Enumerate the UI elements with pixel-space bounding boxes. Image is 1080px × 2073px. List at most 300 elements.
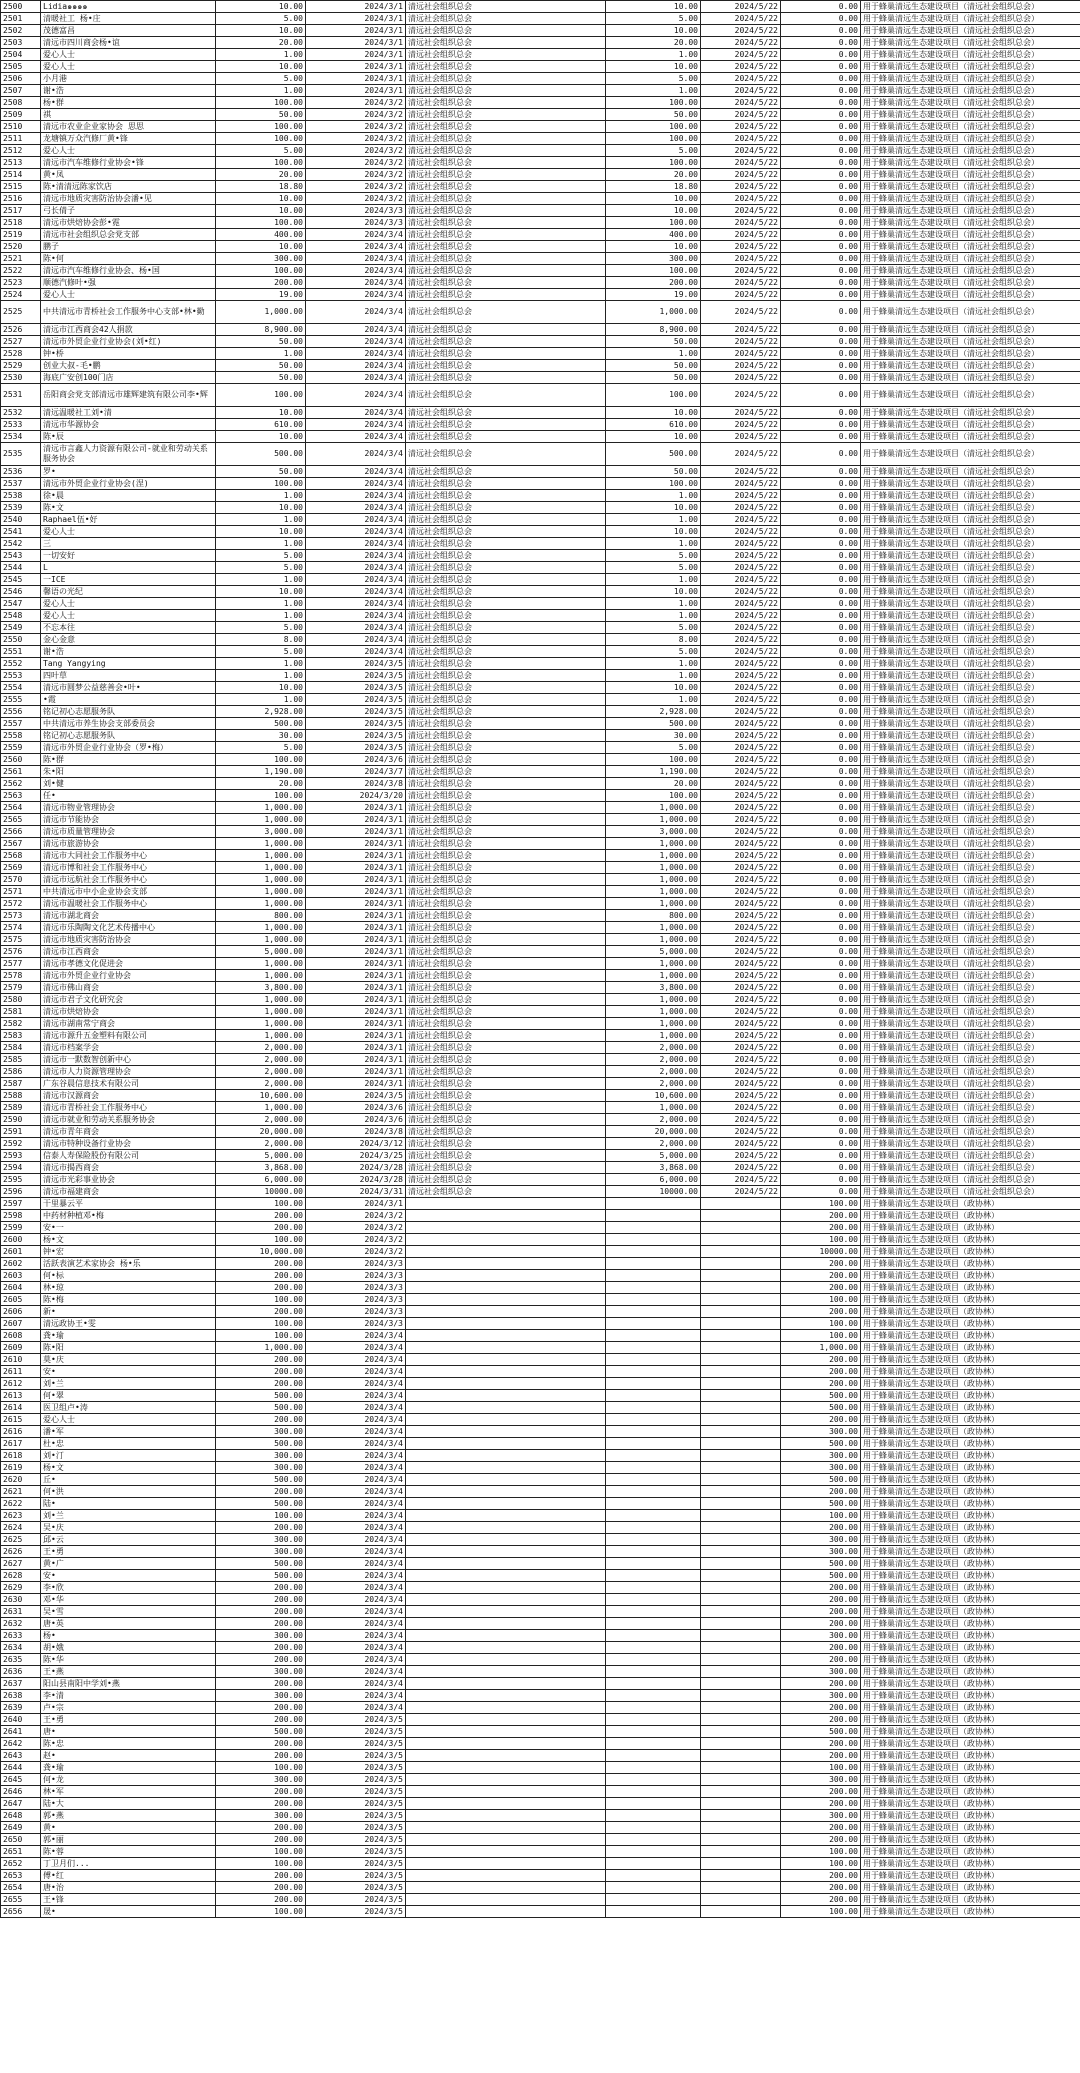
transfer-amount: 100.00 bbox=[606, 754, 701, 766]
balance: 0.00 bbox=[781, 850, 861, 862]
usage-note: 用于蜂巢清远生态建设项目（政协林） bbox=[861, 1486, 1080, 1498]
transfer-date bbox=[701, 1750, 781, 1762]
transfer-date: 2024/5/22 bbox=[701, 490, 781, 502]
transfer-date: 2024/5/22 bbox=[701, 372, 781, 384]
donation-amount: 5.00 bbox=[216, 550, 306, 562]
donor-name: 爱心人士 bbox=[41, 61, 216, 73]
donation-date: 2024/3/2 bbox=[306, 133, 406, 145]
donation-date: 2024/3/5 bbox=[306, 1810, 406, 1822]
transfer-amount: 3,000.00 bbox=[606, 826, 701, 838]
table-row bbox=[1, 253, 1080, 265]
row-number: 2512 bbox=[1, 145, 41, 157]
table-row bbox=[1, 562, 1080, 574]
donation-amount: 50.00 bbox=[216, 372, 306, 384]
donor-name: 小月港 bbox=[41, 73, 216, 85]
table-row bbox=[1, 157, 1080, 169]
table-row bbox=[1, 1138, 1080, 1150]
donation-date: 2024/3/5 bbox=[306, 1870, 406, 1882]
donation-date: 2024/3/2 bbox=[306, 1222, 406, 1234]
donation-date: 2024/3/1 bbox=[306, 958, 406, 970]
transfer-amount bbox=[606, 1702, 701, 1714]
transfer-date: 2024/5/22 bbox=[701, 253, 781, 265]
balance: 0.00 bbox=[781, 348, 861, 360]
usage-note: 用于蜂巢清远生态建设项目（政协林） bbox=[861, 1702, 1080, 1714]
donor-name: 陆• bbox=[41, 1498, 216, 1510]
donation-date: 2024/3/5 bbox=[306, 682, 406, 694]
donor-name: 爱心人士 bbox=[41, 289, 216, 301]
usage-note: 用于蜂巢清远生态建设项目（清远社会组织总会） bbox=[861, 181, 1080, 193]
donation-date: 2024/3/4 bbox=[306, 1414, 406, 1426]
row-number: 2650 bbox=[1, 1834, 41, 1846]
donor-name: 中共清远市养生协会支部委员会 bbox=[41, 718, 216, 730]
recipient-org: 清远社会组织总会 bbox=[406, 886, 606, 898]
recipient-org: 清远社会组织总会 bbox=[406, 850, 606, 862]
table-row bbox=[1, 730, 1080, 742]
balance: 0.00 bbox=[781, 1030, 861, 1042]
transfer-date: 2024/5/22 bbox=[701, 109, 781, 121]
donation-date: 2024/3/4 bbox=[306, 241, 406, 253]
recipient-org bbox=[406, 1822, 606, 1834]
transfer-amount: 1,000.00 bbox=[606, 886, 701, 898]
balance: 100.00 bbox=[781, 1858, 861, 1870]
row-number: 2611 bbox=[1, 1366, 41, 1378]
recipient-org bbox=[406, 1726, 606, 1738]
donation-date: 2024/3/1 bbox=[306, 85, 406, 97]
transfer-amount: 20,000.00 bbox=[606, 1126, 701, 1138]
donation-amount: 20.00 bbox=[216, 778, 306, 790]
table-row bbox=[1, 1162, 1080, 1174]
transfer-amount: 20.00 bbox=[606, 37, 701, 49]
recipient-org: 清远社会组织总会 bbox=[406, 838, 606, 850]
transfer-date bbox=[701, 1342, 781, 1354]
transfer-date bbox=[701, 1486, 781, 1498]
row-number: 2551 bbox=[1, 646, 41, 658]
transfer-amount bbox=[606, 1234, 701, 1246]
donor-name: 杜•忠 bbox=[41, 1438, 216, 1450]
table-row bbox=[1, 1054, 1080, 1066]
donor-name: 陆•大 bbox=[41, 1798, 216, 1810]
donation-date: 2024/3/1 bbox=[306, 13, 406, 25]
table-row bbox=[1, 598, 1080, 610]
row-number: 2528 bbox=[1, 348, 41, 360]
donation-date: 2024/3/1 bbox=[306, 1042, 406, 1054]
donation-amount: 2,000.00 bbox=[216, 1114, 306, 1126]
donor-name: 清远温暖社工刘•清 bbox=[41, 407, 216, 419]
balance: 0.00 bbox=[781, 1090, 861, 1102]
transfer-amount bbox=[606, 1666, 701, 1678]
donation-amount: 10,000.00 bbox=[216, 1246, 306, 1258]
donation-date: 2024/3/2 bbox=[306, 1246, 406, 1258]
transfer-date: 2024/5/22 bbox=[701, 301, 781, 324]
recipient-org bbox=[406, 1282, 606, 1294]
usage-note: 用于蜂巢清远生态建设项目（清远社会组织总会） bbox=[861, 898, 1080, 910]
donor-name: 清远市江西商会42人捐款 bbox=[41, 324, 216, 336]
donation-date: 2024/3/1 bbox=[306, 970, 406, 982]
donation-amount: 200.00 bbox=[216, 1786, 306, 1798]
transfer-amount bbox=[606, 1714, 701, 1726]
transfer-amount: 500.00 bbox=[606, 718, 701, 730]
row-number: 2637 bbox=[1, 1678, 41, 1690]
row-number: 2605 bbox=[1, 1294, 41, 1306]
row-number: 2618 bbox=[1, 1450, 41, 1462]
transfer-date: 2024/5/22 bbox=[701, 360, 781, 372]
row-number: 2515 bbox=[1, 181, 41, 193]
recipient-org bbox=[406, 1738, 606, 1750]
transfer-date: 2024/5/22 bbox=[701, 718, 781, 730]
donation-date: 2024/3/20 bbox=[306, 790, 406, 802]
transfer-amount: 1.00 bbox=[606, 598, 701, 610]
row-number: 2600 bbox=[1, 1234, 41, 1246]
donation-date: 2024/3/5 bbox=[306, 1834, 406, 1846]
donor-name: 广东谷晨信息技术有限公司 bbox=[41, 1078, 216, 1090]
donation-amount: 1,000.00 bbox=[216, 1342, 306, 1354]
table-row bbox=[1, 49, 1080, 61]
transfer-date bbox=[701, 1618, 781, 1630]
transfer-date bbox=[701, 1558, 781, 1570]
usage-note: 用于蜂巢清远生态建设项目（政协林） bbox=[861, 1750, 1080, 1762]
table-row bbox=[1, 778, 1080, 790]
recipient-org bbox=[406, 1558, 606, 1570]
transfer-amount: 2,000.00 bbox=[606, 1138, 701, 1150]
transfer-date: 2024/5/22 bbox=[701, 97, 781, 109]
usage-note: 用于蜂巢清远生态建设项目（清远社会组织总会） bbox=[861, 634, 1080, 646]
usage-note: 用于蜂巢清远生态建设项目（政协林） bbox=[861, 1426, 1080, 1438]
table-row bbox=[1, 970, 1080, 982]
table-row bbox=[1, 1738, 1080, 1750]
donation-date: 2024/3/1 bbox=[306, 1054, 406, 1066]
usage-note: 用于蜂巢清远生态建设项目（清远社会组织总会） bbox=[861, 874, 1080, 886]
recipient-org bbox=[406, 1690, 606, 1702]
transfer-amount bbox=[606, 1390, 701, 1402]
recipient-org: 清远社会组织总会 bbox=[406, 1042, 606, 1054]
recipient-org bbox=[406, 1858, 606, 1870]
balance: 0.00 bbox=[781, 514, 861, 526]
donor-name: 龙塘镇万众汽修厂黄•锋 bbox=[41, 133, 216, 145]
recipient-org bbox=[406, 1462, 606, 1474]
recipient-org bbox=[406, 1246, 606, 1258]
donation-date: 2024/3/5 bbox=[306, 670, 406, 682]
transfer-amount: 2,000.00 bbox=[606, 1078, 701, 1090]
usage-note: 用于蜂巢清远生态建设项目（政协林） bbox=[861, 1522, 1080, 1534]
row-number: 2514 bbox=[1, 169, 41, 181]
donation-amount: 2,000.00 bbox=[216, 1078, 306, 1090]
table-row bbox=[1, 658, 1080, 670]
transfer-amount: 50.00 bbox=[606, 109, 701, 121]
transfer-date: 2024/5/22 bbox=[701, 790, 781, 802]
transfer-date: 2024/5/22 bbox=[701, 324, 781, 336]
donation-date: 2024/3/4 bbox=[306, 1450, 406, 1462]
recipient-org: 清远社会组织总会 bbox=[406, 97, 606, 109]
table-row bbox=[1, 229, 1080, 241]
transfer-date: 2024/5/22 bbox=[701, 1066, 781, 1078]
donor-name: 爱心人士 bbox=[41, 49, 216, 61]
balance: 0.00 bbox=[781, 61, 861, 73]
table-row bbox=[1, 490, 1080, 502]
donation-amount: 100.00 bbox=[216, 478, 306, 490]
row-number: 2585 bbox=[1, 1054, 41, 1066]
usage-note: 用于蜂巢清远生态建设项目（政协林） bbox=[861, 1378, 1080, 1390]
row-number: 2597 bbox=[1, 1198, 41, 1210]
donation-amount: 20.00 bbox=[216, 37, 306, 49]
transfer-date: 2024/5/22 bbox=[701, 1174, 781, 1186]
transfer-amount: 5,000.00 bbox=[606, 1150, 701, 1162]
row-number: 2504 bbox=[1, 49, 41, 61]
recipient-org: 清远社会组织总会 bbox=[406, 670, 606, 682]
table-row bbox=[1, 634, 1080, 646]
transfer-amount bbox=[606, 1450, 701, 1462]
recipient-org: 清远社会组织总会 bbox=[406, 514, 606, 526]
usage-note: 用于蜂巢清远生态建设项目（清远社会组织总会） bbox=[861, 838, 1080, 850]
recipient-org: 清远社会组织总会 bbox=[406, 85, 606, 97]
usage-note: 用于蜂巢清远生态建设项目（清远社会组织总会） bbox=[861, 802, 1080, 814]
usage-note: 用于蜂巢清远生态建设项目（清远社会组织总会） bbox=[861, 622, 1080, 634]
table-row bbox=[1, 946, 1080, 958]
transfer-date: 2024/5/22 bbox=[701, 443, 781, 466]
transfer-date: 2024/5/22 bbox=[701, 634, 781, 646]
donor-name: 清远市外贸企业行业协会（罗•梅） bbox=[41, 742, 216, 754]
donor-name: 干里暴云平 bbox=[41, 1198, 216, 1210]
table-row bbox=[1, 1846, 1080, 1858]
donation-amount: 5.00 bbox=[216, 145, 306, 157]
recipient-org: 清远社会组织总会 bbox=[406, 814, 606, 826]
transfer-date: 2024/5/22 bbox=[701, 1102, 781, 1114]
donation-date: 2024/3/5 bbox=[306, 1822, 406, 1834]
donor-name: 郭•燕 bbox=[41, 1810, 216, 1822]
usage-note: 用于蜂巢清远生态建设项目（政协林） bbox=[861, 1846, 1080, 1858]
transfer-amount: 10,600.00 bbox=[606, 1090, 701, 1102]
recipient-org: 清远社会组织总会 bbox=[406, 1138, 606, 1150]
transfer-date: 2024/5/22 bbox=[701, 958, 781, 970]
usage-note: 用于蜂巢清远生态建设项目（清远社会组织总会） bbox=[861, 277, 1080, 289]
donation-date: 2024/3/31 bbox=[306, 1186, 406, 1198]
donation-date: 2024/3/4 bbox=[306, 478, 406, 490]
donor-name: 不忘本往 bbox=[41, 622, 216, 634]
donation-amount: 1.00 bbox=[216, 598, 306, 610]
transfer-amount bbox=[606, 1270, 701, 1282]
transfer-amount bbox=[606, 1378, 701, 1390]
transfer-date: 2024/5/22 bbox=[701, 610, 781, 622]
transfer-date bbox=[701, 1426, 781, 1438]
donor-name: 朱•阳 bbox=[41, 766, 216, 778]
usage-note: 用于蜂巢清远生态建设项目（政协林） bbox=[861, 1570, 1080, 1582]
balance: 0.00 bbox=[781, 838, 861, 850]
transfer-amount bbox=[606, 1210, 701, 1222]
transfer-amount bbox=[606, 1366, 701, 1378]
row-number: 2635 bbox=[1, 1654, 41, 1666]
donor-name: 清远市烘焙协会彭•霓 bbox=[41, 217, 216, 229]
donor-name: 清远市外贸企业行业协会(涅) bbox=[41, 478, 216, 490]
usage-note: 用于蜂巢清远生态建设项目（政协林） bbox=[861, 1450, 1080, 1462]
table-row bbox=[1, 1642, 1080, 1654]
row-number: 2644 bbox=[1, 1762, 41, 1774]
donor-name: 清远市佛山商会 bbox=[41, 982, 216, 994]
transfer-amount: 100.00 bbox=[606, 478, 701, 490]
usage-note: 用于蜂巢清远生态建设项目（清远社会组织总会） bbox=[861, 419, 1080, 431]
transfer-date bbox=[701, 1606, 781, 1618]
transfer-amount: 100.00 bbox=[606, 157, 701, 169]
donation-date: 2024/3/5 bbox=[306, 1894, 406, 1906]
donation-amount: 200.00 bbox=[216, 1258, 306, 1270]
donation-date: 2024/3/1 bbox=[306, 886, 406, 898]
donation-amount: 200.00 bbox=[216, 1702, 306, 1714]
donation-date: 2024/3/4 bbox=[306, 1366, 406, 1378]
transfer-date bbox=[701, 1822, 781, 1834]
table-row bbox=[1, 407, 1080, 419]
usage-note: 用于蜂巢清远生态建设项目（清远社会组织总会） bbox=[861, 982, 1080, 994]
donation-date: 2024/3/5 bbox=[306, 658, 406, 670]
donation-amount: 50.00 bbox=[216, 466, 306, 478]
transfer-amount bbox=[606, 1750, 701, 1762]
recipient-org: 清远社会组织总会 bbox=[406, 1114, 606, 1126]
table-row bbox=[1, 1390, 1080, 1402]
transfer-amount: 5.00 bbox=[606, 742, 701, 754]
usage-note: 用于蜂巢清远生态建设项目（清远社会组织总会） bbox=[861, 13, 1080, 25]
donation-amount: 2,000.00 bbox=[216, 1054, 306, 1066]
donation-amount: 8.00 bbox=[216, 634, 306, 646]
donor-name: 清远市青桥社会工作服务中心 bbox=[41, 1102, 216, 1114]
donation-amount: 1,000.00 bbox=[216, 934, 306, 946]
donor-name: 医卫组卢•涛 bbox=[41, 1402, 216, 1414]
donation-amount: 400.00 bbox=[216, 229, 306, 241]
donation-date: 2024/3/4 bbox=[306, 622, 406, 634]
table-row bbox=[1, 1282, 1080, 1294]
transfer-amount: 1,000.00 bbox=[606, 1018, 701, 1030]
transfer-amount: 610.00 bbox=[606, 419, 701, 431]
transfer-amount bbox=[606, 1798, 701, 1810]
donor-name: 清远市大同社会工作服务中心 bbox=[41, 850, 216, 862]
recipient-org: 清远社会组织总会 bbox=[406, 742, 606, 754]
row-number: 2588 bbox=[1, 1090, 41, 1102]
donation-amount: 1,000.00 bbox=[216, 886, 306, 898]
donor-name: 林•琼 bbox=[41, 1282, 216, 1294]
table-row bbox=[1, 241, 1080, 253]
donation-date: 2024/3/5 bbox=[306, 1882, 406, 1894]
table-row bbox=[1, 1378, 1080, 1390]
row-number: 2569 bbox=[1, 862, 41, 874]
row-number: 2609 bbox=[1, 1342, 41, 1354]
transfer-amount bbox=[606, 1738, 701, 1750]
transfer-date: 2024/5/22 bbox=[701, 814, 781, 826]
balance: 0.00 bbox=[781, 490, 861, 502]
usage-note: 用于蜂巢清远生态建设项目（政协林） bbox=[861, 1810, 1080, 1822]
donation-date: 2024/3/1 bbox=[306, 25, 406, 37]
usage-note: 用于蜂巢清远生态建设项目（政协林） bbox=[861, 1774, 1080, 1786]
donation-date: 2024/3/3 bbox=[306, 1294, 406, 1306]
donor-name: 清远市乐陶陶文化艺术传播中心 bbox=[41, 922, 216, 934]
transfer-amount bbox=[606, 1810, 701, 1822]
transfer-date bbox=[701, 1690, 781, 1702]
balance: 0.00 bbox=[781, 49, 861, 61]
transfer-amount bbox=[606, 1486, 701, 1498]
transfer-date: 2024/5/22 bbox=[701, 37, 781, 49]
transfer-date: 2024/5/22 bbox=[701, 1150, 781, 1162]
transfer-date: 2024/5/22 bbox=[701, 1114, 781, 1126]
donor-name: 郭•丽 bbox=[41, 1834, 216, 1846]
transfer-date: 2024/5/22 bbox=[701, 133, 781, 145]
recipient-org bbox=[406, 1798, 606, 1810]
balance: 10000.00 bbox=[781, 1246, 861, 1258]
donor-name: 李•清 bbox=[41, 1690, 216, 1702]
recipient-org bbox=[406, 1426, 606, 1438]
recipient-org: 清远社会组织总会 bbox=[406, 802, 606, 814]
donation-date: 2024/3/4 bbox=[306, 1486, 406, 1498]
donation-date: 2024/3/4 bbox=[306, 538, 406, 550]
donation-amount: 200.00 bbox=[216, 1222, 306, 1234]
table-row bbox=[1, 1630, 1080, 1642]
balance: 0.00 bbox=[781, 1018, 861, 1030]
donation-amount: 500.00 bbox=[216, 1498, 306, 1510]
donor-name: 罗• bbox=[41, 466, 216, 478]
donor-name: 清远市一默数智创新中心 bbox=[41, 1054, 216, 1066]
transfer-amount bbox=[606, 1630, 701, 1642]
usage-note: 用于蜂巢清远生态建设项目（清远社会组织总会） bbox=[861, 97, 1080, 109]
usage-note: 用于蜂巢清远生态建设项目（清远社会组织总会） bbox=[861, 372, 1080, 384]
donation-date: 2024/3/4 bbox=[306, 348, 406, 360]
donation-date: 2024/3/1 bbox=[306, 826, 406, 838]
donation-amount: 10.00 bbox=[216, 431, 306, 443]
transfer-date: 2024/5/22 bbox=[701, 898, 781, 910]
donation-amount: 2,000.00 bbox=[216, 1042, 306, 1054]
row-number: 2610 bbox=[1, 1354, 41, 1366]
row-number: 2651 bbox=[1, 1846, 41, 1858]
balance: 200.00 bbox=[781, 1414, 861, 1426]
balance: 0.00 bbox=[781, 1054, 861, 1066]
table-row bbox=[1, 61, 1080, 73]
row-number: 2562 bbox=[1, 778, 41, 790]
donation-date: 2024/3/4 bbox=[306, 1666, 406, 1678]
transfer-amount: 1.00 bbox=[606, 670, 701, 682]
donor-name: 陈•文 bbox=[41, 502, 216, 514]
recipient-org: 清远社会组织总会 bbox=[406, 1054, 606, 1066]
usage-note: 用于蜂巢清远生态建设项目（清远社会组织总会） bbox=[861, 1066, 1080, 1078]
balance: 100.00 bbox=[781, 1198, 861, 1210]
transfer-date: 2024/5/22 bbox=[701, 574, 781, 586]
transfer-date bbox=[701, 1582, 781, 1594]
transfer-date bbox=[701, 1462, 781, 1474]
balance: 200.00 bbox=[781, 1798, 861, 1810]
row-number: 2633 bbox=[1, 1630, 41, 1642]
donor-name: 黄•凤 bbox=[41, 169, 216, 181]
table-row bbox=[1, 1090, 1080, 1102]
transfer-amount: 1,000.00 bbox=[606, 1030, 701, 1042]
donor-name: 陈•群 bbox=[41, 754, 216, 766]
donation-amount: 10.00 bbox=[216, 407, 306, 419]
balance: 0.00 bbox=[781, 562, 861, 574]
transfer-amount bbox=[606, 1342, 701, 1354]
balance: 200.00 bbox=[781, 1750, 861, 1762]
table-row bbox=[1, 133, 1080, 145]
row-number: 2596 bbox=[1, 1186, 41, 1198]
table-row bbox=[1, 1366, 1080, 1378]
row-number: 2590 bbox=[1, 1114, 41, 1126]
recipient-org: 清远社会组织总会 bbox=[406, 145, 606, 157]
balance: 0.00 bbox=[781, 754, 861, 766]
usage-note: 用于蜂巢清远生态建设项目（政协林） bbox=[861, 1582, 1080, 1594]
balance: 0.00 bbox=[781, 145, 861, 157]
transfer-amount: 18.80 bbox=[606, 181, 701, 193]
recipient-org: 清远社会组织总会 bbox=[406, 478, 606, 490]
transfer-date: 2024/5/22 bbox=[701, 742, 781, 754]
donor-name: 清远市江西商会 bbox=[41, 946, 216, 958]
recipient-org: 清远社会组织总会 bbox=[406, 1126, 606, 1138]
donation-amount: 100.00 bbox=[216, 1762, 306, 1774]
donation-date: 2024/3/4 bbox=[306, 1654, 406, 1666]
transfer-date bbox=[701, 1894, 781, 1906]
transfer-amount: 6,000.00 bbox=[606, 1174, 701, 1186]
row-number: 2516 bbox=[1, 193, 41, 205]
donor-name: 铭记初心志愿服务队 bbox=[41, 730, 216, 742]
usage-note: 用于蜂巢清远生态建设项目（清远社会组织总会） bbox=[861, 205, 1080, 217]
